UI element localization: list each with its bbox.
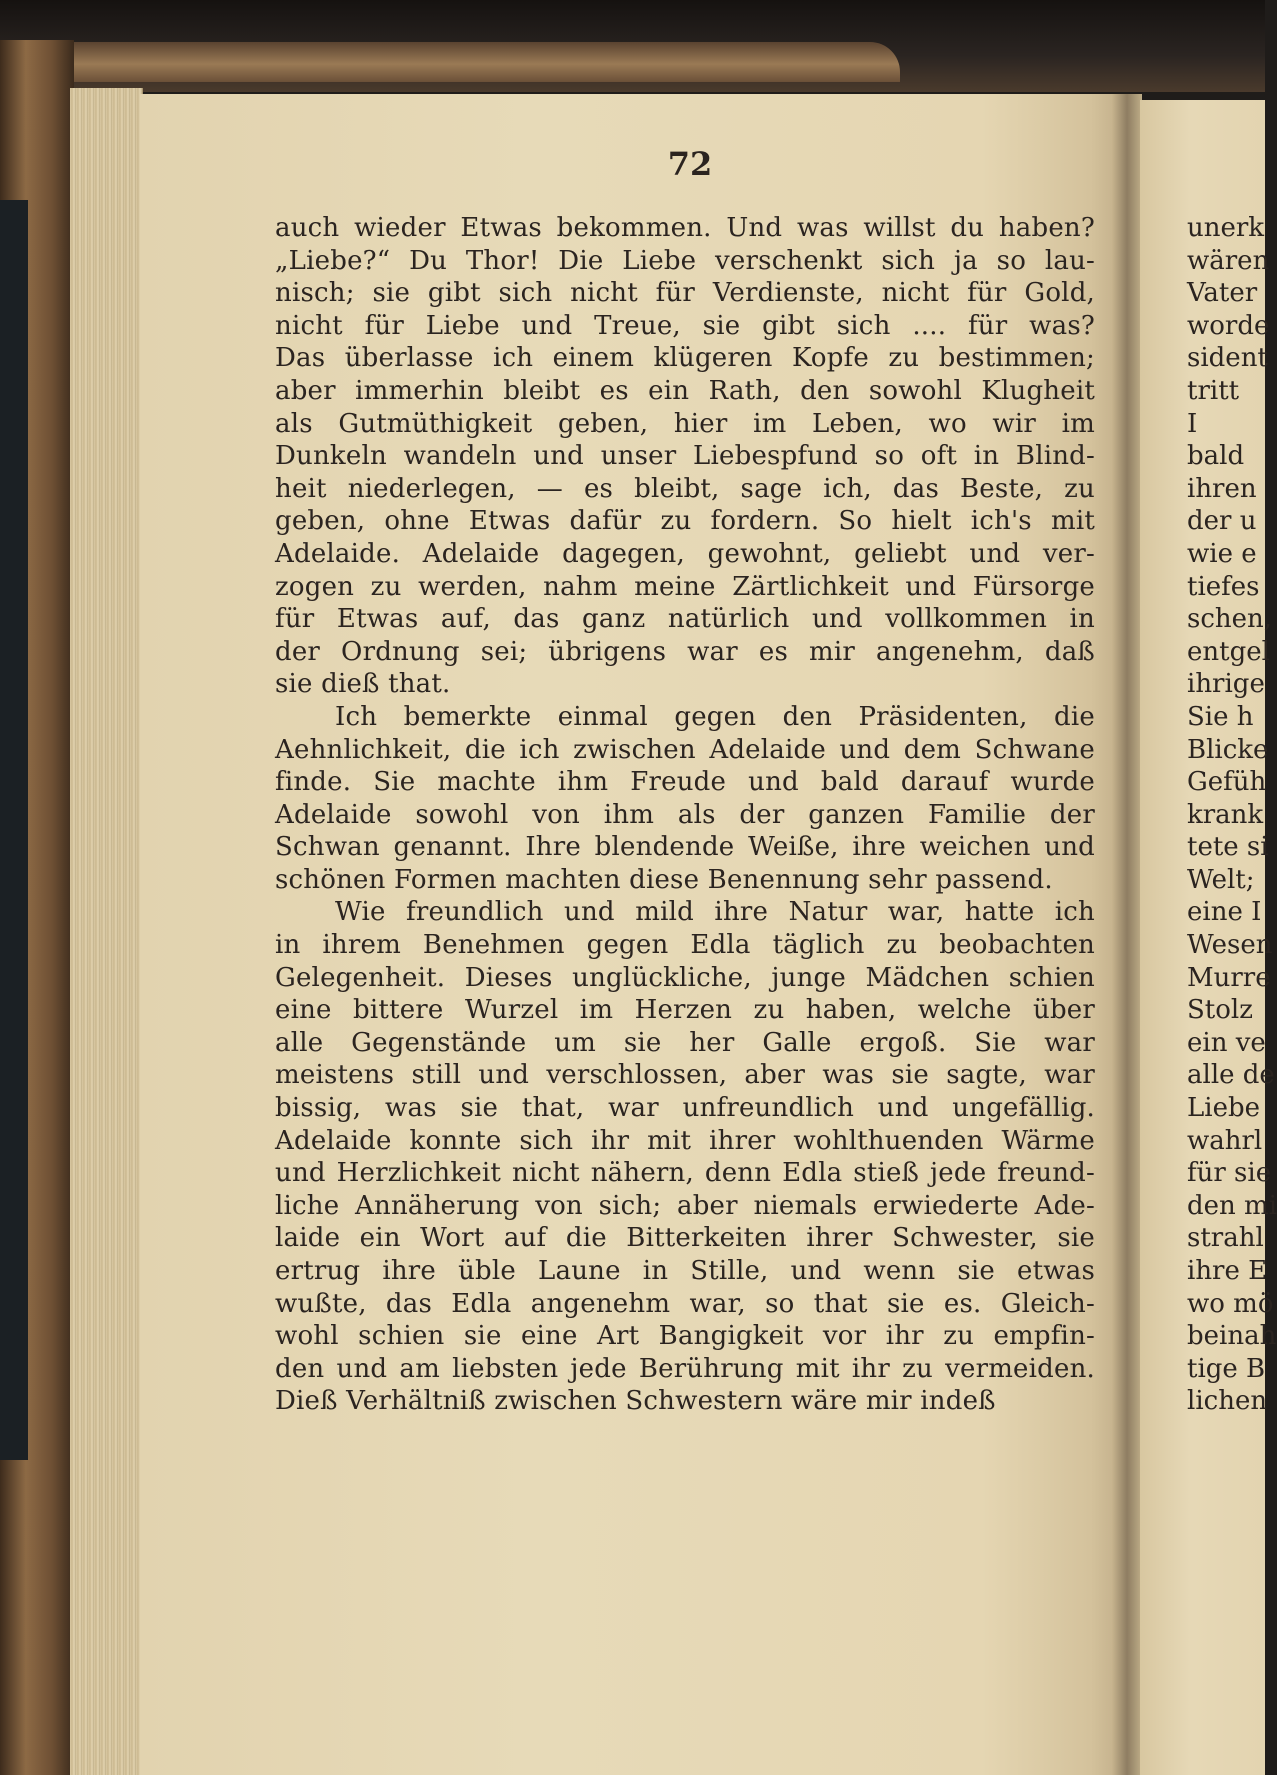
- text-line-fragment: tete si: [1187, 832, 1269, 863]
- text-line: nisch; sie gibt sich nicht für Verdienste, nicht für Gold,: [275, 278, 1095, 309]
- text-line-fragment: alle de: [1187, 1060, 1275, 1091]
- text-line-fragment: Welt;: [1187, 864, 1255, 895]
- book-gutter: [1112, 94, 1142, 1775]
- text-line-fragment: eine I: [1187, 897, 1262, 928]
- text-line: als Gutmüthigkeit geben, hier im Leben, wo wir im: [275, 408, 1095, 439]
- text-line: Dieß Verhältniß zwischen Schwestern wäre mir indeß: [275, 1386, 996, 1417]
- text-line-fragment: wo mö: [1187, 1288, 1274, 1319]
- text-line: zogen zu werden, nahm meine Zärtlichkeit und Fürsorge: [275, 571, 1095, 602]
- text-line: wußte, das Edla angenehm war, so that sie es. Gleich-: [275, 1288, 1095, 1319]
- text-line: ertrug ihre üble Laune in Stille, und wenn sie etwas: [275, 1256, 1095, 1286]
- text-line-fragment: I: [1187, 408, 1198, 439]
- text-line: Das überlasse ich einem klügeren Kopfe zu bestimmen;: [275, 343, 1095, 374]
- text-line-fragment: Sie h: [1187, 701, 1254, 732]
- text-line-fragment: Wesen: [1187, 930, 1273, 961]
- text-line-fragment: ihren: [1187, 473, 1257, 504]
- text-line-fragment: tiefes: [1187, 571, 1260, 602]
- text-line-fragment: wie e: [1187, 538, 1257, 569]
- text-line: für Etwas auf, das ganz natürlich und vollkommen in: [275, 604, 1095, 635]
- text-line-fragment: Gefüh: [1187, 767, 1267, 798]
- text-line: sie dieß that.: [275, 669, 451, 700]
- text-line-fragment: Vater: [1187, 278, 1258, 309]
- text-line: aber immerhin bleibt es ein Rath, den sowohl Klugheit: [275, 375, 1095, 406]
- text-line: meistens still und verschlossen, aber was sie sagte, war: [275, 1060, 1095, 1091]
- text-line: „Liebe?“ Du Thor! Die Liebe verschenkt sich ja so lau-: [275, 245, 1095, 276]
- text-line: Schwan genannt. Ihre blendende Weiße, ihre weichen und: [275, 832, 1095, 863]
- text-line-fragment: ihrige: [1187, 669, 1265, 700]
- text-line: auch wieder Etwas bekommen. Und was willst du haben?: [275, 213, 1095, 243]
- text-line: eine bittere Wurzel im Herzen zu haben, welche über: [275, 995, 1095, 1026]
- text-line: nicht für Liebe und Treue, sie gibt sich .... für was?: [275, 310, 1095, 341]
- text-line-fragment: strahl: [1187, 1223, 1264, 1254]
- text-line: Adelaide konnte sich ihr mit ihrer wohlthuenden Wärme: [275, 1125, 1095, 1156]
- text-line-fragment: ihre E: [1187, 1256, 1268, 1286]
- text-line-fragment: sident: [1187, 343, 1268, 374]
- text-line: bissig, was sie that, war unfreundlich und ungefällig.: [275, 1093, 1095, 1124]
- text-line-fragment: der u: [1187, 506, 1257, 537]
- text-line: liche Annäherung von sich; aber niemals erwiederte Ade-: [275, 1190, 1095, 1221]
- text-line: der Ordnung sei; übrigens war es mir angenehm, daß: [275, 636, 1095, 667]
- text-line-fragment: unerk: [1187, 213, 1265, 243]
- text-line-fragment: wahrl: [1187, 1125, 1263, 1156]
- page-edges: [70, 88, 143, 1775]
- text-line-fragment: entgel: [1187, 636, 1270, 667]
- left-page-text: [275, 212, 1095, 1418]
- text-line-fragment: krank: [1187, 799, 1264, 830]
- text-line: Ich bemerkte einmal gegen den Präsidenten, die: [335, 701, 1095, 732]
- text-line-fragment: ein ve: [1187, 1027, 1266, 1058]
- text-line-fragment: Blicke: [1187, 734, 1269, 765]
- text-line: laide ein Wort auf die Bitterkeiten ihrer Schwester, sie: [275, 1223, 1095, 1254]
- leather-cover-top: [0, 42, 900, 82]
- text-line-fragment: Murre: [1187, 962, 1271, 993]
- text-line: Aehnlichkeit, die ich zwischen Adelaide und dem Schwane: [275, 734, 1095, 765]
- text-line: und Herzlichkeit nicht nähern, denn Edla stieß jede freund-: [275, 1158, 1095, 1189]
- text-line: Dunkeln wandeln und unser Liebespfund so oft in Blind-: [275, 441, 1095, 472]
- text-line-fragment: den mi: [1187, 1190, 1277, 1221]
- text-line: geben, ohne Etwas dafür zu fordern. So hielt ich's mit: [275, 506, 1095, 537]
- text-line: Gelegenheit. Dieses unglückliche, junge Mädchen schien: [275, 962, 1095, 993]
- text-line: schönen Formen machten diese Benennung sehr passend.: [275, 864, 1053, 895]
- text-line-fragment: lichen: [1187, 1386, 1268, 1417]
- text-line: in ihrem Benehmen gegen Edla täglich zu beobachten: [275, 930, 1095, 961]
- text-line: alle Gegenstände um sie her Galle ergoß. Sie war: [275, 1027, 1095, 1058]
- text-line: den und am liebsten jede Berührung mit ihr zu vermeiden.: [275, 1353, 1095, 1384]
- text-line: heit niederlegen, — es bleibt, sage ich, das Beste, zu: [275, 473, 1095, 504]
- text-line: Adelaide sowohl von ihm als der ganzen Familie der: [275, 799, 1095, 830]
- text-line-fragment: bald: [1187, 441, 1245, 472]
- right-page-text: [1187, 212, 1277, 1418]
- text-line-fragment: Liebe: [1187, 1093, 1260, 1124]
- text-line-fragment: worde: [1187, 310, 1270, 341]
- text-line-fragment: für sie: [1187, 1158, 1272, 1189]
- text-line-fragment: Stolz: [1187, 995, 1253, 1026]
- text-line-fragment: schen,: [1187, 604, 1273, 635]
- text-line-fragment: wären: [1187, 245, 1270, 276]
- text-line-fragment: tige B: [1187, 1353, 1266, 1384]
- text-line: wohl schien sie eine Art Bangigkeit vor ihr zu empfin-: [275, 1321, 1095, 1352]
- page-number: 72: [667, 145, 713, 183]
- cloth-backdrop: [0, 200, 28, 1460]
- text-line: Wie freundlich und mild ihre Natur war, hatte ich: [335, 897, 1095, 928]
- text-line-fragment: tritt: [1187, 375, 1240, 406]
- text-line: Adelaide. Adelaide dagegen, gewohnt, geliebt und ver-: [275, 538, 1095, 569]
- text-line: finde. Sie machte ihm Freude und bald darauf wurde: [275, 767, 1095, 798]
- text-line-fragment: beinah: [1187, 1321, 1277, 1352]
